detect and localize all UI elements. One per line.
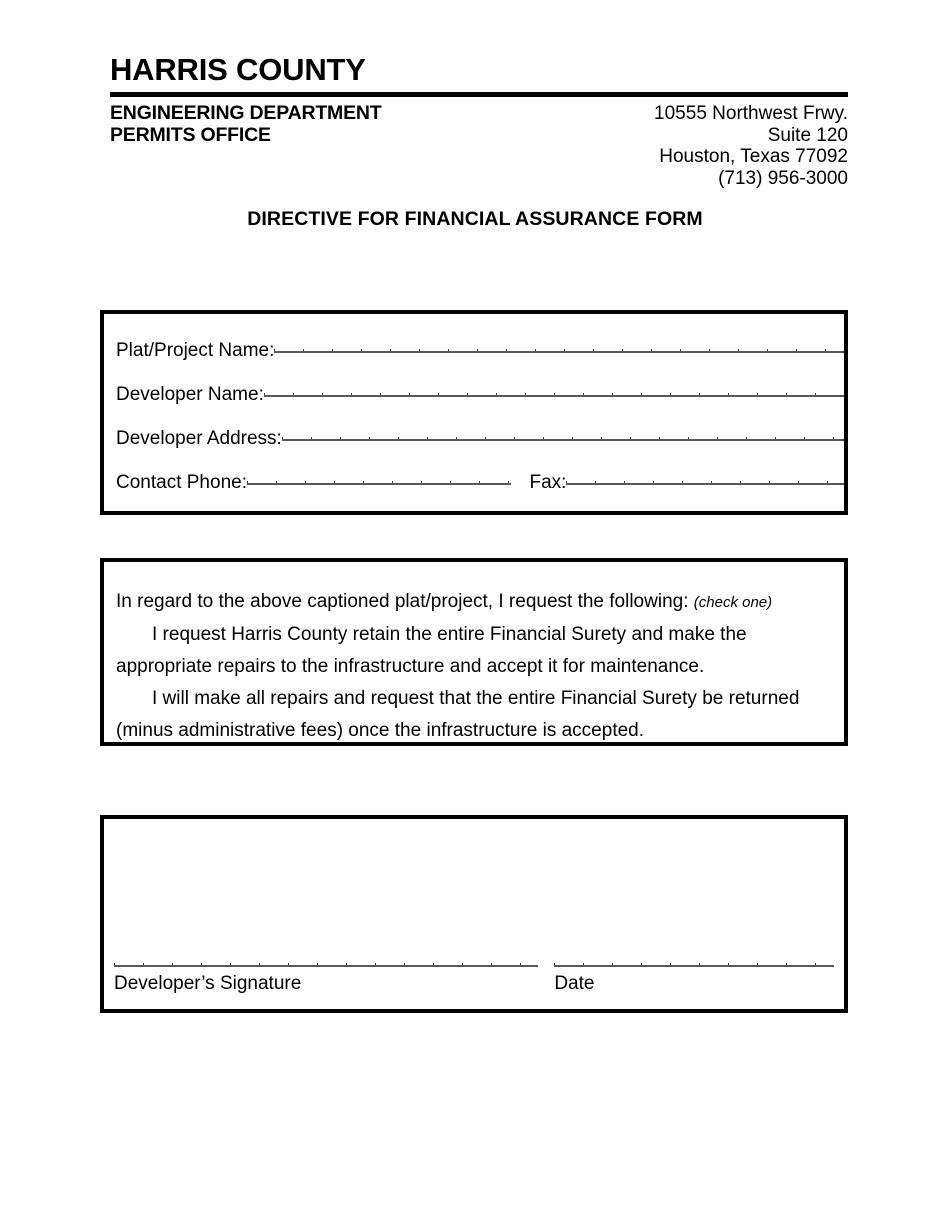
project-info-fields: [104, 314, 844, 494]
address-line-3: Houston, Texas 77092: [659, 146, 848, 167]
field-row-plat-project-name: [116, 340, 844, 362]
department-line-2: PERMITS OFFICE: [110, 124, 271, 146]
project-info-box: [100, 310, 848, 515]
address-line-2: Suite 120: [767, 124, 848, 146]
department-line-1: ENGINEERING DEPARTMENT: [110, 102, 382, 124]
request-options-box: [100, 558, 848, 746]
page-title: DIRECTIVE FOR FINANCIAL ASSURANCE FORM: [247, 208, 703, 230]
developer-signature-rule: [114, 965, 538, 967]
developer-name-input[interactable]: [264, 395, 844, 397]
developer-signature-input[interactable]: [114, 965, 538, 967]
developer-signature-caption: Developer’s Signature: [114, 973, 302, 994]
request-option-retain-surety[interactable]: I request Harris County retain the entire Financial Surety and make the appropriate repairs to the infrastructure and accept it for maintenance.: [116, 624, 747, 677]
developer-address-label: Developer Address:: [116, 428, 282, 449]
signature-captions: [114, 967, 834, 995]
address-block: [654, 102, 848, 189]
request-intro-text: In regard to the above captioned plat/project, I request the following:: [116, 591, 689, 612]
contact-phone-input[interactable]: [247, 483, 511, 485]
fax-label: Fax:: [529, 472, 567, 493]
phone-number: (713) 956-3000: [718, 167, 848, 189]
plat-project-name-input[interactable]: [274, 351, 844, 353]
developer-address-input[interactable]: [282, 439, 844, 441]
developer-name-label: Developer Name:: [116, 384, 264, 405]
contact-phone-label: Contact Phone:: [116, 472, 247, 493]
county-title: HARRIS COUNTY: [110, 52, 366, 87]
signature-date-input[interactable]: [554, 965, 834, 967]
signature-box: [100, 815, 848, 1013]
request-body: [104, 562, 844, 747]
signature-area: [114, 965, 834, 995]
field-row-developer-name: [116, 384, 844, 406]
request-option-return-surety[interactable]: I will make all repairs and request that the entire Financial Surety be returned (minus administrative fees) once the infrastructure is accepted.: [116, 688, 800, 741]
check-one-note: (check one): [693, 594, 773, 611]
field-row-developer-address: [116, 428, 844, 450]
department-block: [110, 102, 382, 146]
header-columns: [110, 102, 848, 189]
plat-project-name-label: Plat/Project Name:: [116, 340, 275, 361]
address-line-1: 10555 Northwest Frwy.: [654, 103, 848, 124]
header-divider-rule: [110, 92, 848, 97]
signature-date-caption: Date: [554, 973, 595, 994]
fax-input[interactable]: [566, 483, 844, 485]
signature-rules: [114, 965, 834, 967]
request-intro-line: [116, 586, 826, 619]
signature-date-rule: [554, 965, 834, 967]
field-row-contact-phone-fax: [116, 472, 844, 494]
page-header: [110, 52, 848, 189]
